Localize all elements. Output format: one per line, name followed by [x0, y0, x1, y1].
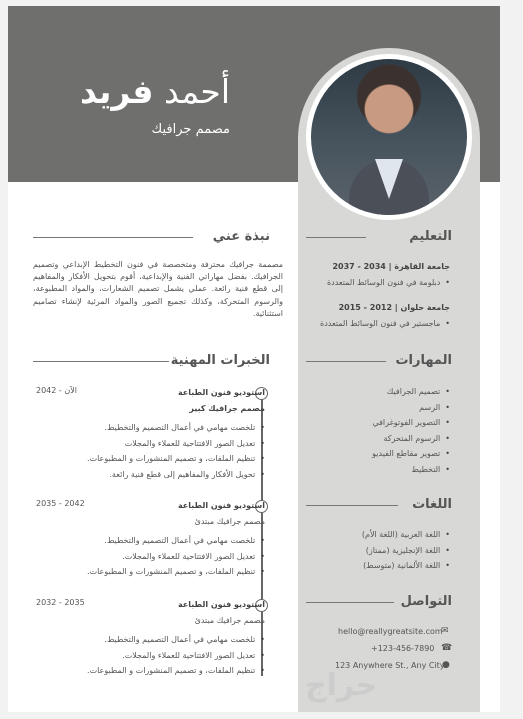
- experience-bullet: • تنظيم الملفات، و تصميم المنشورات و المطبوعات.: [87, 451, 265, 467]
- skill-item: • التخطيط: [372, 462, 450, 478]
- watermark: حراج: [305, 668, 378, 703]
- location-pin-icon: ●: [442, 660, 450, 670]
- contact-email[interactable]: hello@reallygreatsite.com: [338, 627, 443, 636]
- job-title: مصمم جرافيك: [151, 122, 230, 137]
- experience-bullet: • تنظيم الملفات، و تصميم المنشورات و المطبوعات.: [87, 564, 265, 580]
- languages-title: اللغات: [412, 497, 452, 512]
- experience-3-bullets: [87, 632, 265, 679]
- experience-2-company: استوديو فنون الطباعة: [177, 501, 265, 510]
- experience-3-company: استوديو فنون الطباعة: [177, 600, 265, 609]
- language-item: • اللغة الألمانية (متوسط): [362, 558, 450, 574]
- contact-address: 123 Anywhere St., Any City: [335, 661, 445, 670]
- experience-2-dates: 2035 - 2042: [36, 499, 85, 508]
- education-2-detail: • ماجستير في فنون الوسائط المتعددة: [320, 316, 450, 332]
- experience-1-bullets: [87, 420, 265, 482]
- resume-page: [8, 6, 500, 712]
- envelope-icon: ✉: [441, 626, 449, 636]
- experience-2-role: مصمم جرافيك مبتدئ: [194, 517, 265, 526]
- education-1-header: جامعة القاهرة | 2034 - 2037: [332, 262, 450, 271]
- experience-bullet: • تعديل الصور الافتتاحية للعملاء والمجلات.: [87, 648, 265, 664]
- about-title: نبذة عني: [212, 229, 270, 244]
- experience-bullet: • تنظيم الملفات، و تصميم المنشورات و المطبوعات.: [87, 663, 265, 679]
- about-rule: [33, 237, 193, 238]
- phone-icon: ☎: [441, 643, 453, 653]
- experience-bullet: • تلخصت مهامي في أعمال التصميم والتخطيط.: [87, 420, 265, 436]
- language-item: • اللغة العربية (اللغة الأم): [362, 527, 450, 543]
- experience-2-bullets: [87, 533, 265, 580]
- education-1-details: [327, 275, 450, 291]
- experience-1-dates: 2042 - الآن: [36, 386, 78, 395]
- experience-1-company: استوديو فنون الطباعة: [177, 388, 265, 397]
- profile-photo: [311, 59, 467, 215]
- education-1-detail: • دبلومة في فنون الوسائط المتعددة: [327, 275, 450, 291]
- experience-rule: [33, 361, 169, 362]
- contact-title: التواصل: [400, 594, 452, 609]
- person-name: [80, 72, 230, 111]
- skills-title: المهارات: [395, 353, 452, 368]
- contact-rule: [306, 602, 394, 603]
- experience-3-dates: 2032 - 2035: [36, 598, 85, 607]
- languages-list: [362, 527, 450, 574]
- education-title: التعليم: [409, 229, 452, 244]
- skill-item: • الرسوم المتحركة: [372, 431, 450, 447]
- skill-item: • تصوير مقاطع الفيديو: [372, 446, 450, 462]
- experience-3-role: مصمم جرافيك مبتدئ: [194, 616, 265, 625]
- experience-bullet: • تعديل الصور الافتتاحية للعملاء والمجلات.: [87, 549, 265, 565]
- about-text: مصممة جرافيك محترفة ومتخصصة في فنون التخطيط الإبداعي وتصميم الجرافيك. بفضل مهاراتي الفنية والإبداعية، أقوم بتحويل الأفكار والمفاهيم إلى قطع فنية رائعة. عملي يشمل تصميم الشعارات، والمواد المطبوعة، والرسوم المتحركة، وكذلك تجميع الصور والمواد المرئية لإنشاء تصاميم استثنائية.: [33, 260, 283, 318]
- languages-rule: [306, 505, 398, 506]
- skill-item: • التصوير الفوتوغرافي: [372, 415, 450, 431]
- education-2-header: جامعة حلوان | 2012 - 2015: [338, 303, 450, 312]
- experience-bullet: • تعديل الصور الافتتاحية للعملاء والمجلات: [87, 436, 265, 452]
- education-2-details: [320, 316, 450, 332]
- skills-rule: [306, 361, 386, 362]
- last-name: فريد: [79, 72, 154, 111]
- education-rule: [306, 237, 366, 238]
- experience-title: الخبرات المهنية: [170, 353, 270, 368]
- language-item: • اللغة الإنجليزية (ممتاز): [362, 543, 450, 559]
- experience-bullet: • تلخصت مهامي في أعمال التصميم والتخطيط.: [87, 533, 265, 549]
- experience-bullet: • تلخصت مهامي في أعمال التصميم والتخطيط.: [87, 632, 265, 648]
- experience-bullet: • تحويل الأفكار والمفاهيم إلى قطع فنية رائعة.: [87, 467, 265, 483]
- contact-phone[interactable]: +123-456-7890: [371, 644, 435, 653]
- experience-1-role: مصمم جرافيك كبير: [189, 404, 265, 413]
- first-name: أحمد: [164, 72, 230, 111]
- skill-item: • تصميم الجرافيك: [372, 384, 450, 400]
- skills-list: [372, 384, 450, 477]
- skill-item: • الرسم: [372, 400, 450, 416]
